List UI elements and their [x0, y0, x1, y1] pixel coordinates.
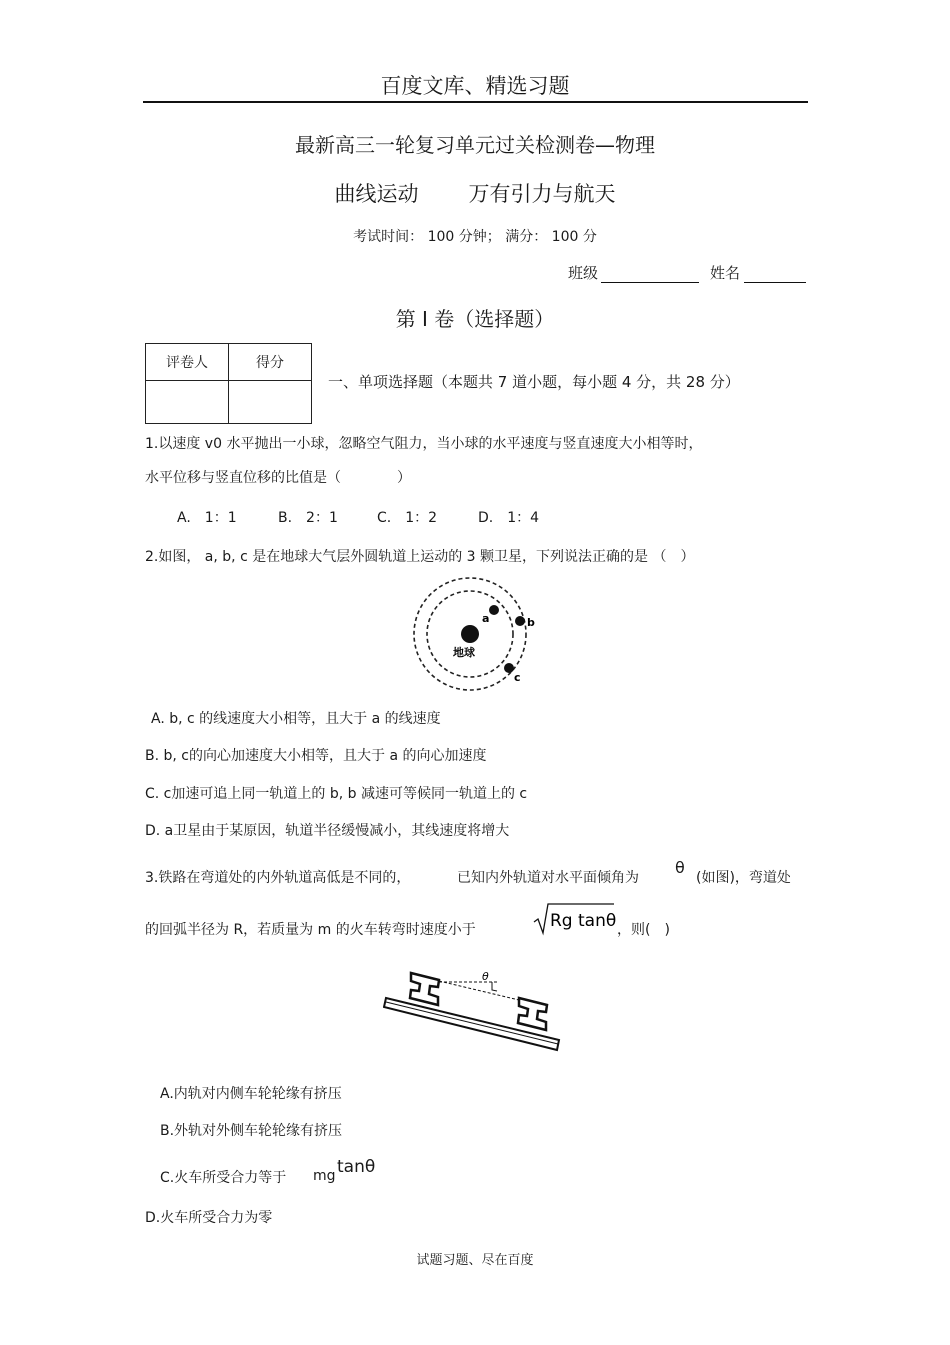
- satellite-c: [504, 663, 514, 673]
- score-table-score-header: 得分: [229, 344, 312, 381]
- subtitle-part-a: 曲线运动: [334, 182, 419, 206]
- q1-option-a: A. 1：1: [177, 510, 237, 526]
- q3-option-b: B.外轨对外侧车轮轮缘有挤压: [160, 1123, 343, 1139]
- q3-option-a: A.内轨对内侧车轮轮缘有挤压: [160, 1086, 342, 1102]
- score-table-grader-header: 评卷人: [146, 344, 229, 381]
- q1-stem-line1: 1.以速度 v0 水平抛出一小球，忽略空气阻力，当小球的水平速度与竖直速度大小相等时，: [145, 436, 703, 452]
- score-cell[interactable]: [229, 381, 312, 424]
- header-divider: [143, 101, 808, 103]
- q3-stem-line2-a: 的回弧半径为 R，若质量为 m 的火车转弯时速度小于: [145, 922, 476, 938]
- grader-cell[interactable]: [146, 381, 229, 424]
- sqrt-formula: [532, 900, 617, 936]
- section-title: 第 I 卷（选择题）: [395, 307, 555, 331]
- rail-track-figure: [383, 960, 563, 1055]
- q3-stem-line2-b: ，则( ): [617, 922, 670, 938]
- footer-text: 试题习题、尽在百度: [416, 1253, 534, 1268]
- earth-label: 地球: [453, 646, 475, 659]
- track-gauge-line: [439, 981, 519, 1000]
- class-label: 班级: [568, 264, 599, 282]
- angle-label: θ: [482, 970, 489, 983]
- name-field[interactable]: [744, 282, 806, 283]
- paper-subtitle: [0, 178, 950, 208]
- q3-stem-line1-b: 已知内外轨道对水平面倾角为: [457, 870, 639, 886]
- q3-option-c-tan: tanθ: [337, 1157, 376, 1177]
- satellite-c-label: c: [514, 671, 521, 684]
- theta-symbol: θ: [675, 858, 685, 877]
- q1-option-b: B. 2：1: [278, 510, 338, 526]
- satellite-a-label: a: [482, 612, 490, 625]
- q2-option-c: C. c加速可追上同一轨道上的 b, b 减速可等候同一轨道上的 c: [145, 786, 528, 802]
- formula-text: Rg tanθ: [550, 911, 617, 931]
- q3-option-c: C.火车所受合力等于: [160, 1170, 287, 1186]
- outer-rail: [410, 973, 439, 1005]
- q2-option-d: D. a卫星由于某原因，轨道半径缓慢减小，其线速度将增大: [145, 823, 510, 839]
- class-field[interactable]: [601, 282, 699, 283]
- q3-stem-line1-c: (如图)，弯道处: [696, 870, 791, 886]
- satellite-b: [515, 616, 525, 626]
- q3-option-c-mg: mg: [313, 1168, 336, 1184]
- exam-info: 考试时间： 100 分钟； 满分： 100 分: [353, 229, 597, 245]
- satellite-a: [489, 605, 499, 615]
- inner-rail: [518, 998, 547, 1030]
- part1-heading: 一、单项选择题（本题共 7 道小题，每小题 4 分，共 28 分）: [328, 373, 740, 391]
- satellite-b-label: b: [527, 616, 535, 629]
- q1-option-d: D. 1：4: [478, 510, 540, 526]
- satellite-orbit-figure: [410, 572, 540, 697]
- q2-option-a: A. b, c 的线速度大小相等，且大于 a 的线速度: [151, 711, 441, 727]
- subtitle-part-b: 万有引力与航天: [468, 182, 616, 206]
- name-label: 姓名: [710, 264, 741, 282]
- q3-stem-line1-a: 3.铁路在弯道处的内外轨道高低是不同的，: [145, 870, 411, 886]
- q2-stem: 2.如图， a, b, c 是在地球大气层外圆轨道上运动的 3 颗卫星，下列说法正确的是 （ ）: [145, 549, 695, 565]
- q2-option-b: B. b, c的向心加速度大小相等，且大于 a 的向心加速度: [145, 748, 487, 764]
- paper-title: 最新高三一轮复习单元过关检测卷—物理: [295, 133, 655, 157]
- score-table: [145, 343, 312, 424]
- q1-option-c: C. 1：2: [377, 510, 438, 526]
- header-title: 百度文库、精选习题: [380, 74, 570, 98]
- q3-option-d: D.火车所受合力为零: [145, 1210, 273, 1226]
- q1-stem-line2: 水平位移与竖直位移的比值是（ ）: [145, 470, 411, 486]
- earth: [461, 625, 479, 643]
